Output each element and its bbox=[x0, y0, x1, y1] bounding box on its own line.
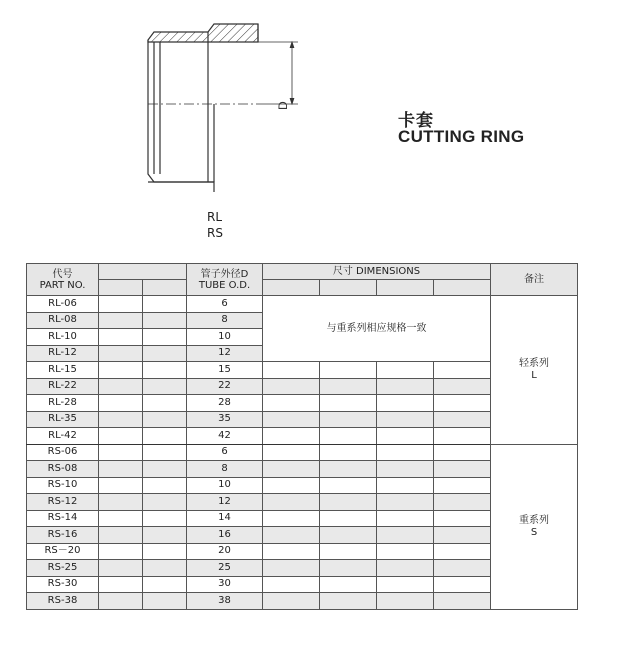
part-no: RL-35 bbox=[27, 411, 99, 428]
part-no: RL-28 bbox=[27, 395, 99, 412]
part-no: RL-15 bbox=[27, 362, 99, 379]
title-english: CUTTING RING bbox=[398, 127, 525, 146]
tube-od: 16 bbox=[187, 527, 263, 544]
header-part-no: 代号 PART NO. bbox=[27, 264, 99, 296]
cutting-ring-drawing bbox=[130, 12, 310, 192]
table-row bbox=[27, 444, 578, 461]
part-no: RS-12 bbox=[27, 494, 99, 511]
part-no: RS-06 bbox=[27, 444, 99, 461]
light-series-note: 轻系列 L bbox=[491, 296, 578, 445]
part-no: RS-16 bbox=[27, 527, 99, 544]
tube-od: 8 bbox=[187, 312, 263, 329]
tube-od: 6 bbox=[187, 444, 263, 461]
table-row bbox=[27, 296, 578, 313]
tube-od: 6 bbox=[187, 296, 263, 313]
merged-note: 与重系列相应规格一致 bbox=[263, 296, 491, 362]
tube-od: 38 bbox=[187, 593, 263, 610]
tube-od: 10 bbox=[187, 329, 263, 346]
tube-od: 8 bbox=[187, 461, 263, 478]
tube-od: 35 bbox=[187, 411, 263, 428]
tube-od: 12 bbox=[187, 494, 263, 511]
tube-od: 30 bbox=[187, 576, 263, 593]
header-dimensions: 尺寸 DIMENSIONS bbox=[263, 264, 491, 280]
tube-od: 42 bbox=[187, 428, 263, 445]
tube-od: 28 bbox=[187, 395, 263, 412]
section-view bbox=[148, 24, 258, 192]
part-no: RS-38 bbox=[27, 593, 99, 610]
series-label-rs: RS bbox=[207, 226, 223, 240]
dimension-d bbox=[258, 42, 298, 104]
part-no: RS-08 bbox=[27, 461, 99, 478]
part-no: RL-42 bbox=[27, 428, 99, 445]
dimension-label: D bbox=[276, 101, 290, 110]
spec-table bbox=[26, 263, 578, 610]
heavy-series-note: 重系列 S bbox=[491, 444, 578, 609]
tube-od: 25 bbox=[187, 560, 263, 577]
tube-od: 20 bbox=[187, 543, 263, 560]
part-no: RS-10 bbox=[27, 477, 99, 494]
part-no: RS-30 bbox=[27, 576, 99, 593]
tube-od: 15 bbox=[187, 362, 263, 379]
tube-od: 14 bbox=[187, 510, 263, 527]
tube-od: 12 bbox=[187, 345, 263, 362]
part-no: RL-10 bbox=[27, 329, 99, 346]
tube-od: 10 bbox=[187, 477, 263, 494]
part-no: RL-08 bbox=[27, 312, 99, 329]
header-remarks: 备注 bbox=[491, 264, 578, 296]
part-no: RL-06 bbox=[27, 296, 99, 313]
title-chinese: 卡套 bbox=[398, 111, 434, 131]
part-no: RS-14 bbox=[27, 510, 99, 527]
tube-od: 22 bbox=[187, 378, 263, 395]
part-no: RS－20 bbox=[27, 543, 99, 560]
part-no: RL-12 bbox=[27, 345, 99, 362]
part-no: RS-25 bbox=[27, 560, 99, 577]
series-label-rl: RL bbox=[207, 210, 223, 224]
header-tube-od: 管子外径D TUBE O.D. bbox=[187, 264, 263, 296]
part-no: RL-22 bbox=[27, 378, 99, 395]
